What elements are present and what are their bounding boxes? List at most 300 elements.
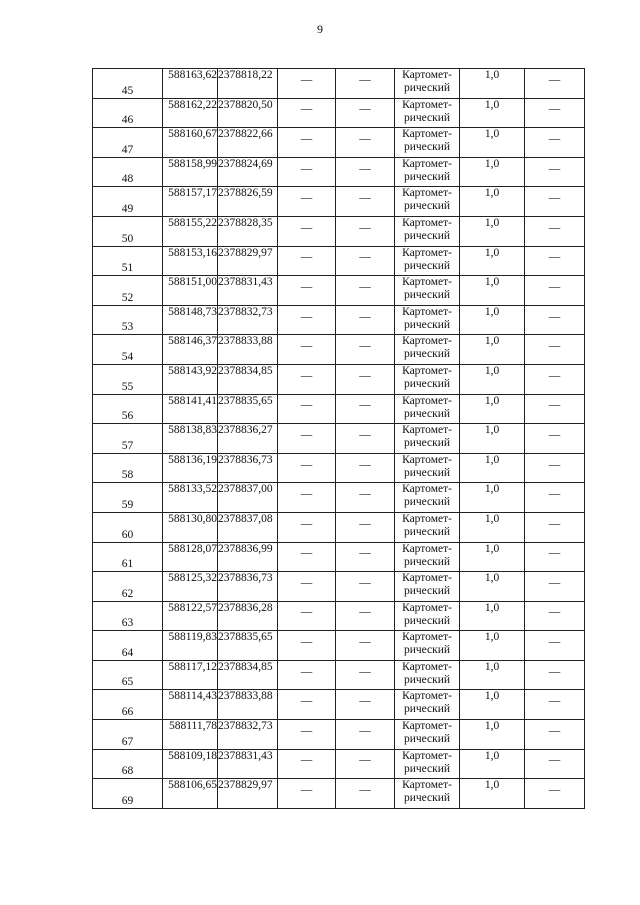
y-coordinate-cell: 2378822,66 — [218, 128, 278, 158]
empty-value-cell-3 — [525, 216, 585, 246]
dash-mark: — — [548, 724, 561, 737]
table-row — [93, 453, 585, 483]
dash-mark: — — [548, 162, 561, 175]
empty-value-cell-2 — [336, 157, 395, 187]
method-line-2: рический — [403, 703, 451, 716]
y-coordinate-cell: 2378834,85 — [218, 364, 278, 394]
empty-value-cell-3 — [525, 720, 585, 750]
dash-mark: — — [300, 428, 313, 441]
point-number-cell: 66 — [93, 690, 163, 720]
empty-value-cell-3 — [525, 483, 585, 513]
empty-value-cell-1 — [278, 364, 336, 394]
y-coordinate-cell: 2378836,73 — [218, 453, 278, 483]
y-coordinate-cell: 2378818,22 — [218, 69, 278, 99]
empty-value-cell-2 — [336, 631, 395, 661]
empty-value-cell-2 — [336, 660, 395, 690]
y-coordinate-cell: 2378834,85 — [218, 660, 278, 690]
empty-value-cell-2 — [336, 69, 395, 99]
dash-mark: — — [359, 369, 371, 382]
method-cell — [395, 128, 460, 158]
empty-value-cell-1 — [278, 660, 336, 690]
method-line-1: Картомет- — [402, 364, 452, 377]
point-number-cell: 51 — [93, 246, 163, 276]
dash-mark: — — [359, 399, 371, 412]
precision-cell: 1,0 — [460, 512, 525, 542]
empty-value-cell-1 — [278, 779, 336, 809]
empty-value-cell-2 — [336, 779, 395, 809]
dash-mark: — — [359, 665, 371, 678]
method-line-1: Картомет- — [402, 276, 452, 289]
precision-cell: 1,0 — [460, 660, 525, 690]
point-number-cell: 50 — [93, 216, 163, 246]
method-line-2: рический — [403, 673, 451, 686]
method-cell — [395, 631, 460, 661]
dash-mark: — — [359, 428, 371, 441]
table-row — [93, 157, 585, 187]
precision-cell: 1,0 — [460, 187, 525, 217]
page-number: 9 — [317, 22, 323, 36]
dash-mark: — — [548, 488, 561, 501]
dash-mark: — — [548, 665, 561, 678]
y-coordinate-cell: 2378836,28 — [218, 601, 278, 631]
table-row — [93, 69, 585, 99]
x-coordinate-cell: 588162,22 — [163, 98, 218, 128]
empty-value-cell-3 — [525, 453, 585, 483]
x-coordinate-cell: 588143,92 — [163, 364, 218, 394]
precision-cell: 1,0 — [460, 216, 525, 246]
x-coordinate-cell: 588119,83 — [163, 631, 218, 661]
method-line-2: рический — [403, 762, 451, 775]
method-cell — [395, 335, 460, 365]
precision-cell: 1,0 — [460, 572, 525, 602]
method-line-1: Картомет- — [402, 246, 452, 259]
dash-mark: — — [300, 606, 313, 619]
method-cell — [395, 483, 460, 513]
precision-cell: 1,0 — [460, 720, 525, 750]
precision-cell: 1,0 — [460, 128, 525, 158]
point-number-cell: 67 — [93, 720, 163, 750]
precision-cell: 1,0 — [460, 246, 525, 276]
dash-mark: — — [300, 221, 313, 234]
dash-mark: — — [548, 73, 561, 86]
empty-value-cell-2 — [336, 749, 395, 779]
dash-mark: — — [300, 192, 313, 205]
dash-mark: — — [548, 784, 561, 797]
x-coordinate-cell: 588158,99 — [163, 157, 218, 187]
dash-mark: — — [300, 576, 313, 589]
method-cell — [395, 690, 460, 720]
dash-mark: — — [548, 340, 561, 353]
y-coordinate-cell: 2378836,99 — [218, 542, 278, 572]
dash-mark: — — [300, 103, 313, 116]
empty-value-cell-1 — [278, 157, 336, 187]
dash-mark: — — [548, 576, 561, 589]
dash-mark: — — [548, 221, 561, 234]
method-line-1: Картомет- — [402, 69, 452, 81]
point-number-cell: 63 — [93, 601, 163, 631]
dash-mark: — — [300, 754, 313, 767]
method-cell — [395, 364, 460, 394]
method-line-2: рический — [403, 259, 451, 272]
point-number-cell: 45 — [93, 69, 163, 99]
method-line-2: рический — [403, 555, 451, 568]
x-coordinate-cell: 588163,62 — [163, 69, 218, 99]
method-line-1: Картомет- — [402, 128, 452, 141]
empty-value-cell-3 — [525, 690, 585, 720]
precision-cell: 1,0 — [460, 779, 525, 809]
x-coordinate-cell: 588106,65 — [163, 779, 218, 809]
table-row — [93, 512, 585, 542]
empty-value-cell-2 — [336, 335, 395, 365]
empty-value-cell-1 — [278, 98, 336, 128]
empty-value-cell-2 — [336, 246, 395, 276]
dash-mark: — — [359, 73, 371, 86]
empty-value-cell-2 — [336, 187, 395, 217]
empty-value-cell-1 — [278, 394, 336, 424]
empty-value-cell-2 — [336, 98, 395, 128]
y-coordinate-cell: 2378828,35 — [218, 216, 278, 246]
table-row — [93, 187, 585, 217]
method-line-2: рический — [403, 141, 451, 154]
precision-cell: 1,0 — [460, 542, 525, 572]
dash-mark: — — [359, 576, 371, 589]
dash-mark: — — [300, 547, 313, 560]
y-coordinate-cell: 2378836,73 — [218, 572, 278, 602]
empty-value-cell-2 — [336, 483, 395, 513]
empty-value-cell-3 — [525, 660, 585, 690]
point-number-cell: 46 — [93, 98, 163, 128]
method-line-1: Картомет- — [402, 572, 452, 585]
method-line-1: Картомет- — [402, 601, 452, 614]
dash-mark: — — [300, 251, 313, 264]
method-line-2: рический — [403, 792, 451, 805]
empty-value-cell-3 — [525, 542, 585, 572]
precision-cell: 1,0 — [460, 364, 525, 394]
empty-value-cell-1 — [278, 749, 336, 779]
method-line-2: рический — [403, 318, 451, 331]
precision-cell: 1,0 — [460, 335, 525, 365]
method-cell — [395, 453, 460, 483]
empty-value-cell-3 — [525, 246, 585, 276]
point-number-cell: 56 — [93, 394, 163, 424]
dash-mark: — — [359, 547, 371, 560]
empty-value-cell-3 — [525, 394, 585, 424]
dash-mark: — — [548, 606, 561, 619]
empty-value-cell-3 — [525, 572, 585, 602]
x-coordinate-cell: 588160,67 — [163, 128, 218, 158]
y-coordinate-cell: 2378837,08 — [218, 512, 278, 542]
dash-mark: — — [548, 132, 561, 145]
empty-value-cell-1 — [278, 187, 336, 217]
empty-value-cell-2 — [336, 572, 395, 602]
empty-value-cell-3 — [525, 128, 585, 158]
dash-mark: — — [359, 221, 371, 234]
table-row — [93, 749, 585, 779]
y-coordinate-cell: 2378831,43 — [218, 276, 278, 306]
empty-value-cell-1 — [278, 216, 336, 246]
empty-value-cell-2 — [336, 542, 395, 572]
dash-mark: — — [359, 458, 371, 471]
method-line-1: Картомет- — [402, 483, 452, 496]
precision-cell: 1,0 — [460, 276, 525, 306]
dash-mark: — — [300, 488, 313, 501]
dash-mark: — — [548, 369, 561, 382]
table-row — [93, 246, 585, 276]
method-line-2: рический — [403, 496, 451, 509]
method-line-2: рический — [403, 289, 451, 302]
dash-mark: — — [359, 103, 371, 116]
dash-mark: — — [548, 428, 561, 441]
dash-mark: — — [548, 280, 561, 293]
method-line-1: Картомет- — [402, 660, 452, 673]
table-row — [93, 305, 585, 335]
empty-value-cell-2 — [336, 216, 395, 246]
y-coordinate-cell: 2378832,73 — [218, 720, 278, 750]
dash-mark: — — [359, 754, 371, 767]
point-number-cell: 54 — [93, 335, 163, 365]
dash-mark: — — [548, 517, 561, 530]
point-number-cell: 55 — [93, 364, 163, 394]
method-line-2: рический — [403, 585, 451, 598]
empty-value-cell-1 — [278, 128, 336, 158]
empty-value-cell-2 — [336, 394, 395, 424]
dash-mark: — — [300, 340, 313, 353]
method-cell — [395, 246, 460, 276]
point-number-cell: 69 — [93, 779, 163, 809]
empty-value-cell-3 — [525, 364, 585, 394]
point-number-cell: 57 — [93, 424, 163, 454]
method-line-1: Картомет- — [402, 305, 452, 318]
dash-mark: — — [300, 458, 313, 471]
empty-value-cell-3 — [525, 157, 585, 187]
dash-mark: — — [548, 192, 561, 205]
point-number-cell: 49 — [93, 187, 163, 217]
method-cell — [395, 779, 460, 809]
point-number-cell: 61 — [93, 542, 163, 572]
table-row — [93, 216, 585, 246]
method-line-2: рический — [403, 466, 451, 479]
dash-mark: — — [300, 636, 313, 649]
method-cell — [395, 157, 460, 187]
method-line-1: Картомет- — [402, 749, 452, 762]
dash-mark: — — [300, 784, 313, 797]
dash-mark: — — [359, 192, 371, 205]
dash-mark: — — [300, 310, 313, 323]
table-row — [93, 394, 585, 424]
table-row — [93, 364, 585, 394]
method-line-2: рический — [403, 111, 451, 124]
dash-mark: — — [359, 340, 371, 353]
x-coordinate-cell: 588146,37 — [163, 335, 218, 365]
dash-mark: — — [359, 280, 371, 293]
dash-mark: — — [548, 310, 561, 323]
y-coordinate-cell: 2378826,59 — [218, 187, 278, 217]
method-cell — [395, 69, 460, 99]
method-line-1: Картомет- — [402, 187, 452, 200]
point-number-cell: 60 — [93, 512, 163, 542]
method-cell — [395, 187, 460, 217]
dash-mark: — — [359, 724, 371, 737]
method-cell — [395, 276, 460, 306]
empty-value-cell-2 — [336, 128, 395, 158]
empty-value-cell-2 — [336, 453, 395, 483]
dash-mark: — — [359, 251, 371, 264]
dash-mark: — — [359, 606, 371, 619]
table-row — [93, 424, 585, 454]
y-coordinate-cell: 2378831,43 — [218, 749, 278, 779]
empty-value-cell-2 — [336, 305, 395, 335]
method-line-1: Картомет- — [402, 720, 452, 733]
dash-mark: — — [359, 488, 371, 501]
x-coordinate-cell: 588125,32 — [163, 572, 218, 602]
method-line-2: рический — [403, 407, 451, 420]
x-coordinate-cell: 588122,57 — [163, 601, 218, 631]
point-number-cell: 48 — [93, 157, 163, 187]
table-row — [93, 601, 585, 631]
method-line-1: Картомет- — [402, 335, 452, 348]
method-cell — [395, 601, 460, 631]
point-number-cell: 47 — [93, 128, 163, 158]
method-line-1: Картомет- — [402, 216, 452, 229]
empty-value-cell-3 — [525, 631, 585, 661]
dash-mark: — — [300, 73, 313, 86]
x-coordinate-cell: 588138,83 — [163, 424, 218, 454]
point-number-cell: 59 — [93, 483, 163, 513]
method-cell — [395, 660, 460, 690]
dash-mark: — — [359, 132, 371, 145]
table-row — [93, 690, 585, 720]
table-row — [93, 779, 585, 809]
dash-mark: — — [300, 665, 313, 678]
precision-cell: 1,0 — [460, 601, 525, 631]
empty-value-cell-1 — [278, 720, 336, 750]
method-line-2: рический — [403, 525, 451, 538]
method-line-2: рический — [403, 170, 451, 183]
dash-mark: — — [300, 517, 313, 530]
precision-cell: 1,0 — [460, 483, 525, 513]
precision-cell: 1,0 — [460, 453, 525, 483]
coordinates-table — [92, 68, 585, 809]
dash-mark: — — [359, 310, 371, 323]
empty-value-cell-1 — [278, 246, 336, 276]
empty-value-cell-3 — [525, 335, 585, 365]
dash-mark: — — [300, 162, 313, 175]
precision-cell: 1,0 — [460, 424, 525, 454]
precision-cell: 1,0 — [460, 394, 525, 424]
x-coordinate-cell: 588157,17 — [163, 187, 218, 217]
method-line-1: Картомет- — [402, 779, 452, 792]
table-row — [93, 276, 585, 306]
method-line-2: рический — [403, 733, 451, 746]
method-line-2: рический — [403, 229, 451, 242]
table-row — [93, 483, 585, 513]
y-coordinate-cell: 2378820,50 — [218, 98, 278, 128]
x-coordinate-cell: 588117,12 — [163, 660, 218, 690]
point-number-cell: 53 — [93, 305, 163, 335]
method-line-1: Картомет- — [402, 542, 452, 555]
table-row — [93, 660, 585, 690]
empty-value-cell-1 — [278, 690, 336, 720]
method-line-1: Картомет- — [402, 424, 452, 437]
dash-mark: — — [548, 458, 561, 471]
x-coordinate-cell: 588109,18 — [163, 749, 218, 779]
dash-mark: — — [548, 103, 561, 116]
precision-cell: 1,0 — [460, 690, 525, 720]
dash-mark: — — [359, 636, 371, 649]
precision-cell: 1,0 — [460, 631, 525, 661]
method-line-2: рический — [403, 82, 451, 94]
dash-mark: — — [359, 695, 371, 708]
method-line-1: Картомет- — [402, 453, 452, 466]
empty-value-cell-2 — [336, 690, 395, 720]
dash-mark: — — [300, 399, 313, 412]
precision-cell: 1,0 — [460, 157, 525, 187]
empty-value-cell-3 — [525, 69, 585, 99]
y-coordinate-cell: 2378836,27 — [218, 424, 278, 454]
empty-value-cell-2 — [336, 512, 395, 542]
dash-mark: — — [359, 784, 371, 797]
method-line-1: Картомет- — [402, 98, 452, 111]
y-coordinate-cell: 2378835,65 — [218, 631, 278, 661]
table-row — [93, 98, 585, 128]
method-line-1: Картомет- — [402, 157, 452, 170]
empty-value-cell-1 — [278, 69, 336, 99]
table-row — [93, 720, 585, 750]
x-coordinate-cell: 588111,78 — [163, 720, 218, 750]
method-cell — [395, 424, 460, 454]
method-line-2: рический — [403, 377, 451, 390]
table-row — [93, 335, 585, 365]
precision-cell: 1,0 — [460, 305, 525, 335]
x-coordinate-cell: 588130,80 — [163, 512, 218, 542]
method-cell — [395, 749, 460, 779]
x-coordinate-cell: 588153,16 — [163, 246, 218, 276]
dash-mark: — — [548, 251, 561, 264]
empty-value-cell-2 — [336, 601, 395, 631]
method-line-1: Картомет- — [402, 690, 452, 703]
x-coordinate-cell: 588114,43 — [163, 690, 218, 720]
dash-mark: — — [300, 695, 313, 708]
point-number-cell: 64 — [93, 631, 163, 661]
empty-value-cell-1 — [278, 542, 336, 572]
empty-value-cell-3 — [525, 512, 585, 542]
method-line-1: Картомет- — [402, 512, 452, 525]
empty-value-cell-3 — [525, 187, 585, 217]
y-coordinate-cell: 2378835,65 — [218, 394, 278, 424]
method-line-2: рический — [403, 200, 451, 213]
empty-value-cell-1 — [278, 601, 336, 631]
empty-value-cell-1 — [278, 276, 336, 306]
empty-value-cell-3 — [525, 424, 585, 454]
table-row — [93, 572, 585, 602]
dash-mark: — — [300, 724, 313, 737]
method-cell — [395, 216, 460, 246]
dash-mark: — — [300, 369, 313, 382]
empty-value-cell-3 — [525, 276, 585, 306]
empty-value-cell-1 — [278, 631, 336, 661]
precision-cell: 1,0 — [460, 749, 525, 779]
dash-mark: — — [300, 132, 313, 145]
dash-mark: — — [359, 162, 371, 175]
y-coordinate-cell: 2378832,73 — [218, 305, 278, 335]
precision-cell: 1,0 — [460, 98, 525, 128]
table-row — [93, 128, 585, 158]
method-cell — [395, 394, 460, 424]
empty-value-cell-1 — [278, 453, 336, 483]
method-line-2: рический — [403, 348, 451, 361]
empty-value-cell-2 — [336, 276, 395, 306]
point-number-cell: 58 — [93, 453, 163, 483]
